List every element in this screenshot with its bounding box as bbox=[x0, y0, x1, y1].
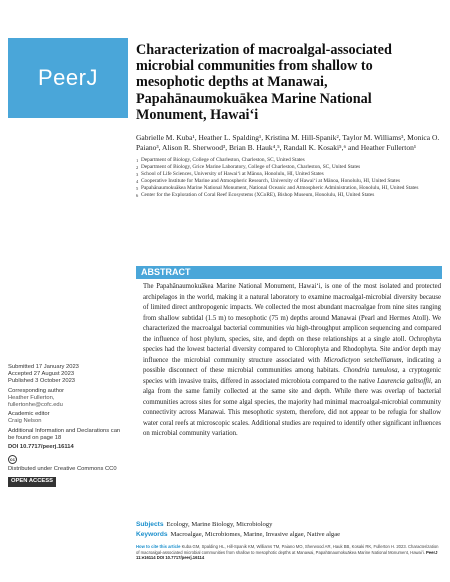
abstract-part: high-throughput amplicon sequencing and compared the influence of host phylum, species, site, and depth on these relationships at a single atoll. Ochrophyta species had the lowest bacterial diversity compared to Chlorophyta and Rhodophyta. Site and/or depth may influence the microbial community structure associated with bbox=[143, 325, 441, 364]
keywords-label: Keywords bbox=[136, 530, 168, 538]
submitted-date: Submitted 17 January 2023 bbox=[8, 364, 79, 370]
license-text[interactable]: Distributed under Creative Commons CC0 bbox=[8, 466, 117, 473]
dates-block bbox=[8, 364, 128, 386]
affiliation-item bbox=[136, 164, 442, 171]
affiliation-item bbox=[136, 192, 442, 199]
abstract-heading: ABSTRACT bbox=[136, 266, 442, 279]
affiliation-list bbox=[136, 157, 442, 199]
abstract-body bbox=[143, 282, 441, 440]
editor-label: Academic editor bbox=[8, 411, 50, 418]
species-name: Laurencia galtsoffii bbox=[377, 377, 431, 385]
creative-commons-icon: cc bbox=[8, 455, 17, 464]
open-access-badge: OPEN ACCESS bbox=[8, 477, 56, 486]
affiliation-number: 6 bbox=[136, 193, 139, 199]
affiliation-number: 3 bbox=[136, 172, 139, 178]
citation-text: Kuba GM, Spalding HL, Hill-Spanik KM, Williams TM, Paiano MO, Sherwood AR, Hauk BB, Kosaki RK, Fullerton H. 2023. Characterization of macroalgal-associated microbial communities from shallow to mesophotic depths at Manawai, Papahānaumokuākea Marine National Monument, Hawaiʻi. bbox=[136, 544, 439, 555]
author-list: Gabrielle M. Kuba¹, Heather L. Spalding¹, Kristina M. Hill-Spanik², Taylor M. Williams³, Monica O. Paiano³, Alison R. Sherwood³, Brian B. Hauk⁴,⁵, Randall K. Kosaki⁵,⁶ and Heather Fullerton¹ bbox=[136, 133, 440, 153]
logo-j: J bbox=[86, 65, 98, 90]
keywords-value: Macroalgae, Microbiomes, Marine, Invasive algae, Native algae bbox=[170, 530, 341, 538]
logo-text bbox=[38, 65, 98, 91]
corresponding-author-label: Corresponding author bbox=[8, 387, 65, 394]
abstract-italic: via bbox=[286, 325, 295, 332]
subjects-keywords bbox=[136, 520, 442, 539]
subjects-value[interactable]: Ecology, Marine Biology, Microbiology bbox=[166, 521, 273, 528]
editor-name: Craig Nelson bbox=[8, 418, 42, 425]
logo-peer: Peer bbox=[38, 65, 87, 90]
affiliation-item bbox=[136, 157, 442, 164]
abstract-part: , an alga from the same family collected at the same site and depth. While there was overlap of bacterial communities across sites for some algal species, the majority had minimal macroalgal-microbial community connectivity across Manawai. This mesophotic system, therefore, did not appear to be refugia for shallow water coral reefs at microscopic scales. Additional studies are required to identify other significant influences on microbial community variation. bbox=[143, 377, 441, 437]
citation-journal[interactable]: PeerJ 11:e16114 DOI 10.7717/peerj.16114 bbox=[136, 549, 438, 561]
subjects-line bbox=[136, 520, 442, 530]
article-sidebar bbox=[8, 364, 128, 487]
affiliation-number: 5 bbox=[136, 186, 139, 192]
affiliation-item bbox=[136, 171, 442, 178]
affiliation-number: 2 bbox=[136, 165, 139, 171]
affiliation-text: Cooperative Institute for Marine and Atmospheric Research, University of Hawaiʻi at Mānoa, Honolulu, HI, United States bbox=[141, 178, 401, 185]
abstract-part: The Papahānaumokuākea Marine National Monument, Hawaiʻi, is one of the most isolated and protected archipelagos in the world, making it a natural laboratory to examine macroalgal-microbial diversity because of limited direct anthropogenic impacts. We collected the most abundant macroalgae from nine sites ranging from shallow subtidal (1.5 m) to mesophotic (75 m) depths around Manawai (Pearl and Hermes Atoll). We characterized the macroalgal bacterial communities bbox=[143, 283, 441, 332]
accepted-date: Accepted 27 August 2023 bbox=[8, 371, 75, 378]
doi-link[interactable]: DOI 10.7717/peerj.16114 bbox=[8, 444, 74, 451]
published-date: Published 3 October 2023 bbox=[8, 378, 76, 385]
additional-info[interactable]: Additional Information and Declarations can be found on page 18 bbox=[8, 427, 121, 441]
species-name: Chondria tumulosa bbox=[343, 367, 398, 374]
species-name: Microdictyon setchellianum bbox=[323, 356, 402, 364]
keywords-line bbox=[136, 530, 442, 540]
citation-block bbox=[136, 544, 442, 561]
affiliation-text: School of Life Sciences, University of Hawaiʻi at Mānoa, Honolulu, HI, United States bbox=[141, 171, 324, 178]
affiliation-item bbox=[136, 185, 442, 192]
article-header bbox=[136, 42, 442, 199]
corresponding-author-name: Heather Fullerton, bbox=[8, 394, 55, 401]
affiliation-text: Center for the Exploration of Coral Reef Ecosystems (XCoRE), Bishop Museum, Honolulu, HI, United States bbox=[141, 192, 375, 199]
affiliation-text: Papahānaumokuākea Marine National Monument, National Oceanic and Atmospheric Administration, Honolulu, HI, United States bbox=[141, 185, 419, 192]
citation-label: How to cite this article bbox=[136, 544, 181, 549]
editor-block bbox=[8, 411, 128, 425]
abstract-part: , indicating a possible disconnect of these microbial communities among habitats. bbox=[143, 356, 441, 374]
subjects-label: Subjects bbox=[136, 521, 164, 528]
peerj-logo bbox=[8, 38, 128, 118]
affiliation-text: Department of Biology, College of Charleston, Charleston, SC, United States bbox=[141, 157, 305, 164]
corresponding-author-block bbox=[8, 388, 128, 410]
affiliation-text: Department of Biology, Grice Marine Laboratory, College of Charleston, Charleston, SC, United States bbox=[141, 164, 361, 171]
corresponding-author-email[interactable]: fullertonhe@cofc.edu bbox=[8, 402, 63, 409]
abstract-part: , a cryptogenic species with invasive traits, differed in associated microbiota compared to the native bbox=[143, 367, 441, 385]
affiliation-item bbox=[136, 178, 442, 185]
affiliation-number: 4 bbox=[136, 179, 139, 185]
article-title: Characterization of macroalgal-associated microbial communities from shallow to mesophotic depths at Manawai, Papahānaumokuākea Marine National Monument, Hawaiʻi bbox=[136, 42, 392, 123]
affiliation-number: 1 bbox=[136, 158, 139, 164]
